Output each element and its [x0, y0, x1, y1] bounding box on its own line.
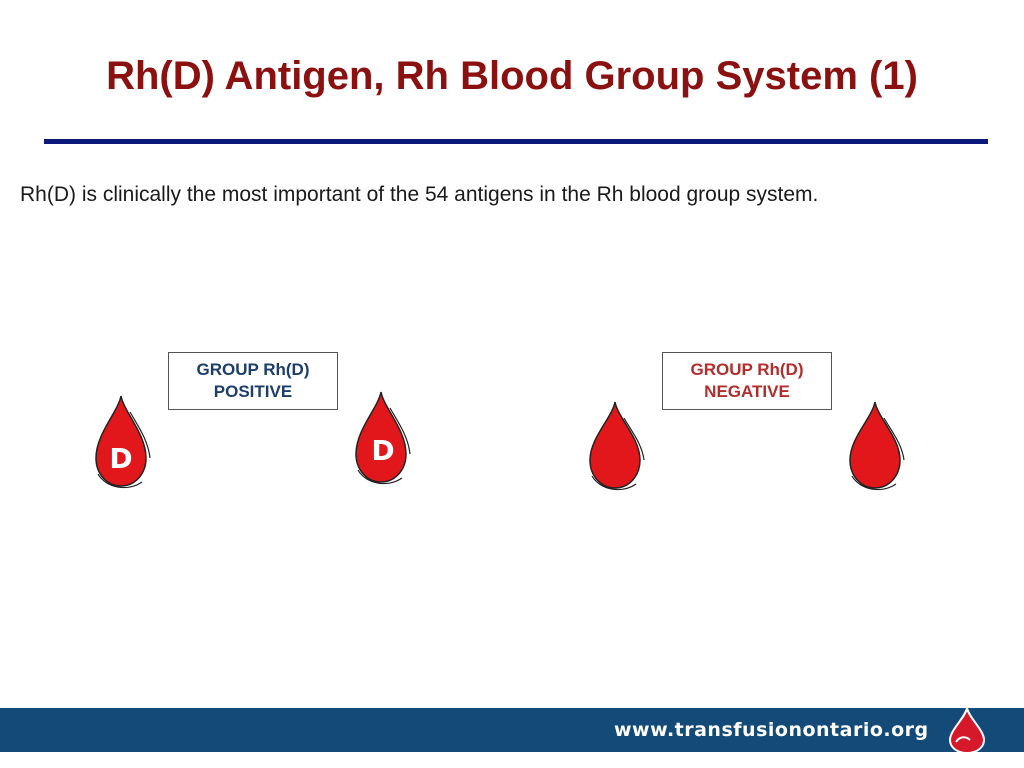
footer-url: www.transfusionontario.org [614, 719, 929, 741]
blood-drop-logo-icon [944, 706, 990, 754]
drop-letter: D [371, 434, 395, 467]
blood-drop-d-icon [88, 392, 154, 492]
slide-title: Rh(D) Antigen, Rh Blood Group System (1) [106, 54, 918, 98]
group-negative-label [662, 352, 832, 410]
blood-drop-d-icon [348, 388, 414, 488]
group-positive-line2: POSITIVE [213, 382, 293, 401]
group-negative-line1: GROUP Rh(D) [690, 360, 804, 379]
slide-subtitle: Rh(D) is clinically the most important of the 54 antigens in the Rh blood group system. [20, 183, 819, 206]
blood-drop-icon [582, 398, 648, 494]
drop-letter: D [109, 442, 133, 475]
blood-drop-icon [842, 398, 908, 494]
group-positive-label [168, 352, 338, 410]
title-divider [44, 139, 988, 144]
group-positive-line1: GROUP Rh(D) [196, 360, 310, 379]
group-negative-line2: NEGATIVE [704, 382, 790, 401]
